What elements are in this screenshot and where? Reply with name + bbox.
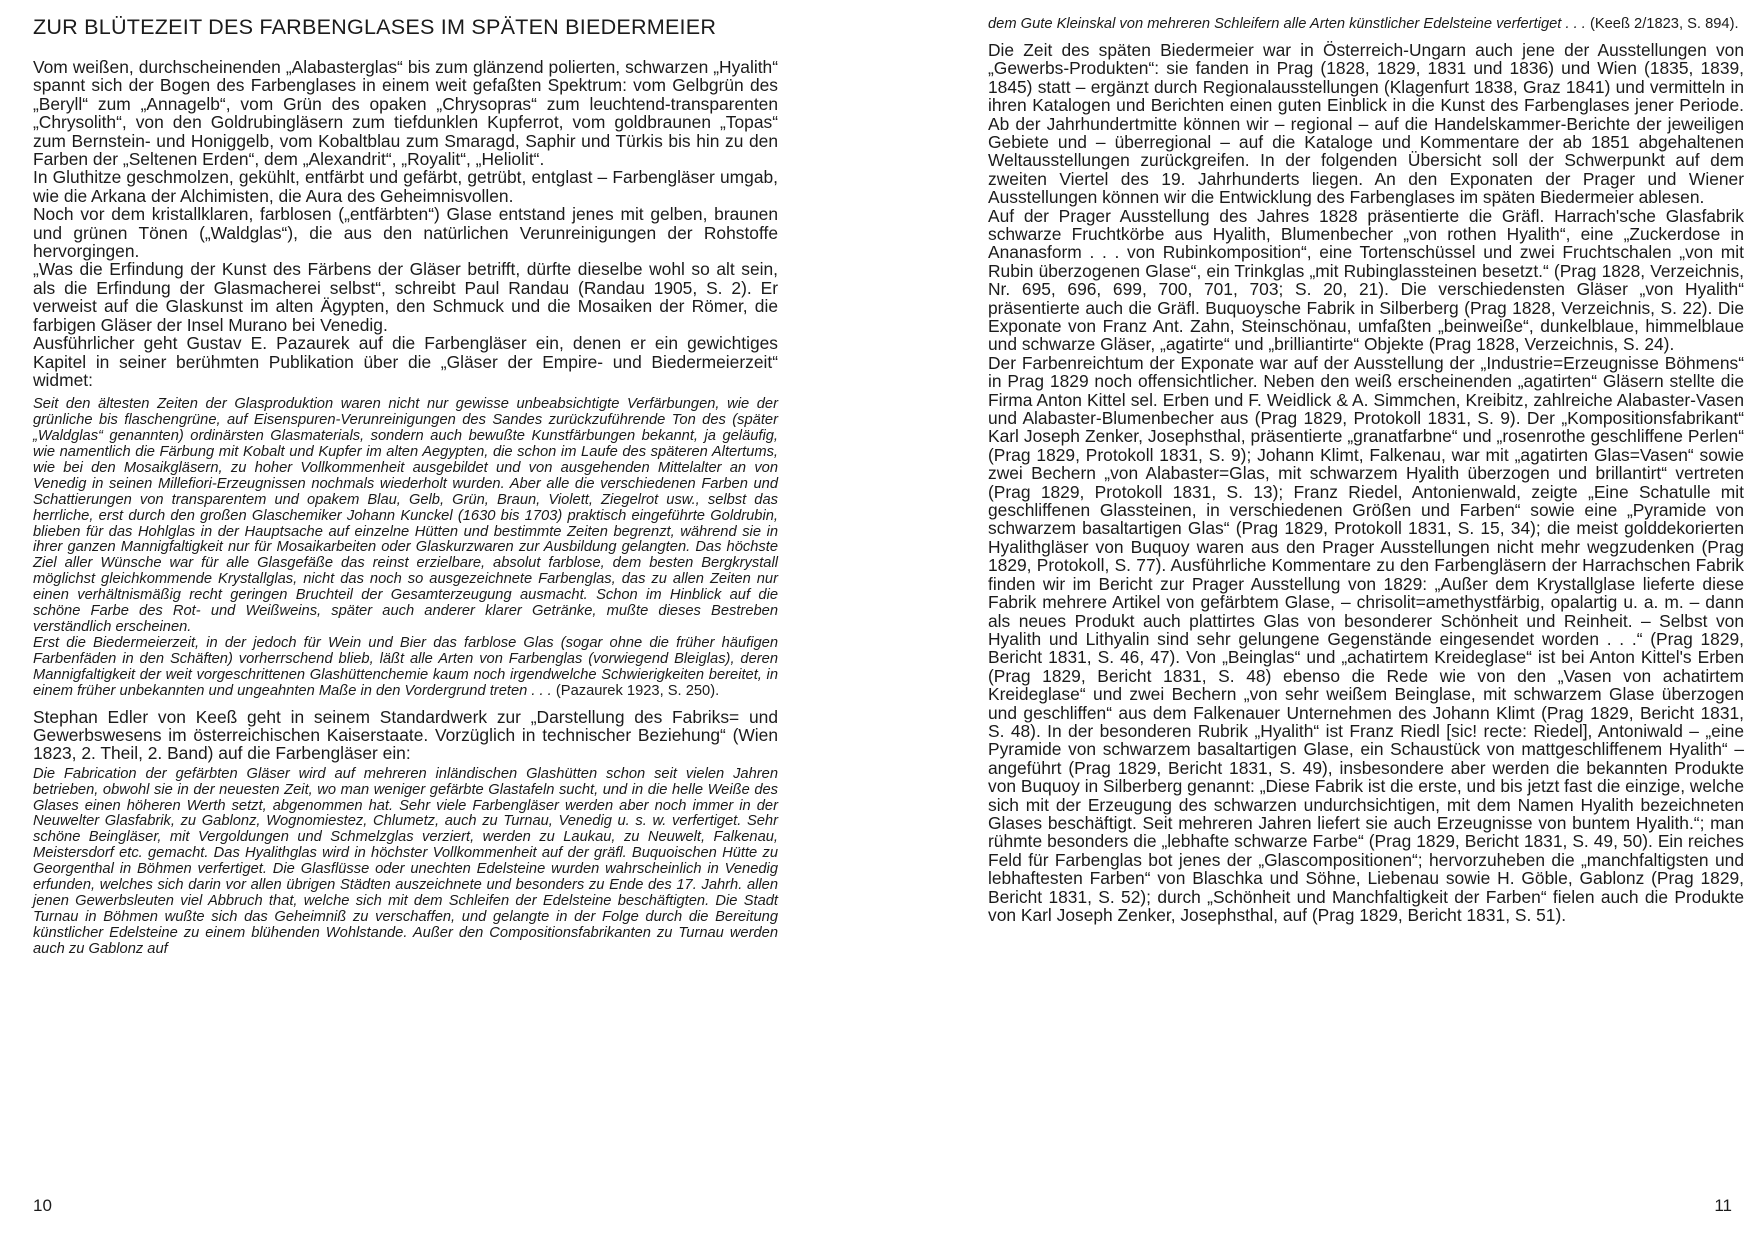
keess-quote-continuation xyxy=(988,17,1744,33)
citation: (Pazaurek 1923, S. 250). xyxy=(555,682,720,699)
page-heading: ZUR BLÜTEZEIT DES FARBENGLASES IM SPÄTEN BIEDERMEIER xyxy=(33,14,717,39)
paragraph: Vom weißen, durchscheinenden „Alabasterglas“ bis zum glänzend polierten, schwarzen „Hyalith“ spannt sich der Bogen des Farbenglases in einem weit gefaßten Spektrum: vom Gelbgrün des „Beryll“ zum „Annagelb“, vom Grün des opaken „Chrysopras“ zum leuchtend-transparenten „Chrysolith“, von den Goldrubingläsern zum tiefdunklen Kupferrot, vom goldbraunen „Topas“ zum Bernstein- und Honiggelb, vom Kobaltblau zum Smaragd, Saphir und Türkis bis hin zu den Farben der „Seltenen Erden“, dem „Alexandrit“, „Royalit“, „Heliolit“. xyxy=(33,57,778,170)
paragraph: Die Zeit des späten Biedermeier war in Österreich-Ungarn auch jene der Ausstellungen von „Gewerbs-Produkten“: sie fanden in Prag (1828, 1829, 1831 und 1836) und Wien (1835, 1839, 1845) statt – ergänzt durch Regionalausstellungen (Klagenfurt 1838, Graz 1841) und vermitteln in ihren Katalogen und Berichten einen guten Einblick in die Kunst des Farbenglases jener Periode. Ab der Jahrhundertmitte können wir – regional – auf die Handelskammer-Berichte der jeweiligen Gebiete und – überregional – auf die Kataloge und Kommentare der ab 1851 abgehaltenen Weltausstellungen zurückgreifen. In der folgenden Übersicht soll der Schwerpunkt auf dem zweiten Viertel des 19. Jahrhunderts liegen. An den Exponaten der Prager und Wiener Ausstellungen können wir die Entwicklung des Farbenglases im späten Biedermeier ablesen. xyxy=(988,39,1744,208)
paragraph: „Was die Erfindung der Kunst des Färbens der Gläser betrifft, dürfte dieselbe wohl so alt sein, als die Erfindung der Glasmacherei selbst“, schreibt Paul Randau (Randau 1905, S. 2). Er verweist auf die Glaskunst im alten Ägypten, den Schmuck und die Mosaiken der Römer, die farbigen Gläser der Insel Murano bei Venedig. xyxy=(33,259,778,335)
page-number: 11 xyxy=(1714,1196,1732,1215)
right-text-column xyxy=(988,17,1744,924)
paragraph: In Gluthitze geschmolzen, gekühlt, entfärbt und gefärbt, getrübt, entglast – Farbengläser umgab, wie die Arkana der Alchimisten, die Aura des Geheimnisvollen. xyxy=(33,167,778,206)
quote-paragraph: Seit den ältesten Zeiten der Glasproduktion waren nicht nur gewisse unbeabsichtigte Verfärbungen, wie der grünliche bis flaschengrüne, auf Eisenspuren-Verunreinigungen des Sandes zurückzuführende Ton des (später „Waldglas“ genannten) ordinärsten Glasmaterials, sondern auch bewußte Kunstfärbungen bekannt, ja geläufig, wie namentlich die Färbung mit Kobalt und Kupfer im alten Aegypten, die schon im Laufe des späteren Altertums, wie bei den Mosaikgläsern, zu hoher Vollkommenheit ausgebildet und von ausgehenden Mittelalter an von Venedig in seinen Millefiori-Erzeugnissen nochmals wiederholt wurden. Aber alle die verschiedenen Farben und Schattierungen von transparentem und opakem Blau, Gelb, Grün, Braun, Violett, Ziegelrot usw., selbst das herrliche, erst durch den großen Glaschemiker Johann Kunckel (1630 bis 1703) praktisch eingeführte Goldrubin, blieben für das Hohlglas in der Hauptsache auf einzelne Hütten und bestimmte Zeiten begrenzt, während sie in ihrer ganzen Mannigfaltigkeit nur für Mosaikarbeiten oder Glaskurzwaren zur Ausbildung gelangten. Das höchste Ziel aller Wünsche war für alle Glasgefäße das reinst erzielbare, absolut farblose, dem besten Bergkrystall möglichst gleichkommende Krystallglas, nicht das noch so ausgezeichnete Farbenglas, das zu allen Zeiten nur einen verhältnismäßig recht geringen Bruchteil der Gesamterzeugung ausmacht. Schon im Hinblick auf die schöne Farbe des Rot- und Weißweins, später auch anderer klarer Getränke, mußte dieses Bestreben verständlich erscheinen. xyxy=(33,396,778,635)
page-number: 10 xyxy=(33,1196,52,1215)
paragraph: Ausführlicher geht Gustav E. Pazaurek auf die Farbengläser ein, denen er ein gewichtiges Kapitel in seiner berühmten Publikation über die „Gläser der Empire- und Biedermeierzeit“ widmet: xyxy=(33,333,778,390)
paragraph: Der Farbenreichtum der Exponate war auf der Ausstellung der „Industrie=Erzeugnisse Böhmens“ in Prag 1829 noch offensichtlicher. Neben den weiß erscheinenden „agatirten“ Gläsern stellte die Firma Anton Kittel sel. Erben und F. Weidlick & A. Simmchen, Kreibitz, zahlreiche Alabaster-Vasen und Alabaster-Blumenbecher aus (Prag 1829, Protokoll 1831, S. 9). Der „Kompositionsfabrikant“ Karl Joseph Zenker, Josephsthal, präsentierte „granatfarbne“ und „rosenrothe geschliffene Perlen“ (Prag 1829, Protokoll 1831, S. 9); Johann Klimt, Falkenau, war mit „agatirten Glas=Vasen“ sowie zwei Bechern „von Alabaster=Glas, mit schwarzem Hyalith überzogen und brillantirt“ vertreten (Prag 1829, Protokoll 1831, S. 13); Franz Riedel, Antonienwald, zeigte „Eine Schatulle mit geschliffenen Glassteinen, in verschiedenen Größen und Farben“ sowie eine „Pyramide von schwarzem basaltartigen Glas“ (Prag 1829, Protokoll 1831, S. 15, 34); die meist golddekorierten Hyalithgläser von Buquoy waren aus den Prager Ausstellungen nicht mehr wegzudenken (Prag 1829, Protokoll, S. 77). Ausführliche Kommentare zu den Farbengläsern der Harrachschen Fabrik finden wir im Bericht zur Prager Ausstellung von 1829: „Außer dem Krystallglase lieferte diese Fabrik mehrere Artikel von gefärbtem Glase, – chrisolit=amethystfärbig, opalartig u. a. m. – dann als neues Produkt auch plattirtes Glas von besonderer Schönheit und Reinheit. – Selbst von Hyalith und Lithyalin sind sehr gelungene Gegenstände eingesendet worden . . .“ (Prag 1829, Bericht 1831, S. 46, 47). Von „Beinglas“ und „achatirtem Kreideglase“ ist bei Anton Kittel's Erben (Prag 1829, Bericht 1831, S. 48) ebenso die Rede wie von den „Vasen von achatirtem Kreideglase“ und zwei Bechern „von sehr weißem Beinglase, mit schwarzem Glase überzogen und geschliffen“ aus dem Falkenauer Unternehmen des Johann Klimt (Prag 1829, Bericht 1831, S. 48). In der besonderen Rubrik „Hyalith“ ist Franz Riedl [sic! recte: Riedel], Antoniwald – „eine Pyramide von schwarzem basaltartigen Glase, ein Schaustück von mattgeschliffenem Hyalith“ – angeführt (Prag 1829, Bericht 1831, S. 49), insbesondere aber werden die bekannten Produkte von Buquoy in Silberberg genannt: „Diese Fabrik ist die erste, und bis jetzt fast die einzige, welche sich mit der Erzeugung des schwarzen undurchsichtigen, mit dem Namen Hyalith bezeichneten Glases beschäftigt. Seit mehreren Jahren liefert sie auch Erzeugnisse von buntem Hyalith.“; man rühmte besonders die „lebhafte schwarze Farbe“ (Prag 1829, Bericht 1831, S. 49, 50). Ein reiches Feld für Farbenglas bot jenes der „Glascompositionen“; hervorzuheben die „manchfaltigsten und lebhaftesten Farben“ von Blaschka und Söhne, Liebenau sowie H. Göble, Gablonz (Prag 1829, Bericht 1831, S. 52); durch „Schönheit und Manchfaltigkeit der Farben“ fielen auch die Produkte von Karl Joseph Zenker, Josephsthal, auf (Prag 1829, Bericht 1831, S. 51). xyxy=(988,352,1744,925)
paragraph: Auf der Prager Ausstellung des Jahres 1828 präsentierte die Gräfl. Harrach'sche Glasfabrik schwarze Fruchtkörbe aus Hyalith, Blumenbecher „von rothen Hyalith“, eine „Zuckerdose in Ananasform . . . von Rubinkomposition“, eine Tortenschüssel und zwei Fruchtschalen „von mit Rubin überzogenen Glase“, ein Trinkglas „mit Rubinglassteinen besetzt.“ (Prag 1828, Verzeichnis, Nr. 695, 696, 699, 700, 701, 703; S. 20, 21). Die verschiedensten Gläser „von Hyalith“ präsentierte auch die Gräfl. Buquoysche Fabrik in Silberberg (Prag 1828, Verzeichnis, S. 22). Die Exponate von Franz Ant. Zahn, Steinschönau, umfaßten „beinweiße“, dunkelblaue, himmelblaue und schwarze Gläser, „agatirte“ und „brilliantirte“ Objekte (Prag 1828, Verzeichnis, S. 24). xyxy=(988,205,1744,355)
quote-paragraph: dem Gute Kleinskal von mehreren Schleifern alle Arten künstlicher Edelsteine verfertiget . . . (Keeß 2/1823, S. 894). xyxy=(988,16,1739,32)
quote-paragraph: Die Fabrication der gefärbten Gläser wird auf mehreren inländischen Glashütten schon seit vielen Jahren betrieben, obwohl sie in der neuesten Zeit, wo man weniger gefärbte Glastafeln sucht, und in die helle Weiße des Glases einen höheren Werth setzt, abgenommen hat. Sehr viele Farbengläser werden aber noch immer in der Neuwelter Glasfabrik, zu Gablonz, Wognomiestez, Chlumetz, auch zu Turnau, Venedig u. s. w. verfertiget. Sehr schöne Beingläser, mit Vergoldungen und Schmelzglas verziert, werden zu Laukau, zu Neuwelt, Falkenau, Meistersdorf etc. gemacht. Das Hyalithglas wird in höchster Vollkommenheit auf der gräfl. Buquoischen Hütte zu Georgenthal in Böhmen verfertiget. Die Glasflüsse oder unechten Edelsteine wurden wahrscheinlich in Venedig erfunden, welches sich darin vor allen übrigen Städten auszeichnete und besonders zu Ende des 17. Jahrh. allen jenen Gewerbsleuten viel Abbruch that, welche sich mit dem Schleifen der Edelsteine beschäftigten. Die Stadt Turnau in Böhmen wußte sich das Geheimniß zu verschaffen, und gelangte in der Folge durch die Bereitung künstlicher Edelsteine zu einem blühenden Wohlstande. Außer den Compositionsfabrikanten zu Turnau werden auch zu Gablonz auf xyxy=(33,765,778,957)
citation: (Keeß 2/1823, S. 894). xyxy=(1589,16,1739,32)
paragraph: Stephan Edler von Keeß geht in seinem Standardwerk zur „Darstellung des Fabriks= und Gewerbswesens im österreichischen Kaiserstaate. Vorzüglich in technischer Beziehung“ (Wien 1823, 2. Theil, 2. Band) auf die Farbengläser ein: xyxy=(33,706,778,764)
left-text-column xyxy=(33,58,778,958)
paragraph: Noch vor dem kristallklaren, farblosen („entfärbten“) Glase entstand jenes mit gelben, braunen und grünen Tönen („Waldglas“), die aus den natürlichen Verunreinigungen der Rohstoffe hervorgingen. xyxy=(33,204,778,262)
right-page xyxy=(988,0,1744,1233)
left-page xyxy=(33,0,778,1233)
quote-paragraph: Erst die Biedermeierzeit, in der jedoch für Wein und Bier das farblose Glas (sogar ohne die früher häufigen Farbenfäden in den Schäften) vorherrschend blieb, läßt alle Arten von Farbenglas (vorwiegend Bleiglas), deren Mannigfaltigkeit der weit vorgeschrittenen Glashüttenchemie kaum noch irgendwelche Schwierigkeiten bereitet, in einem früher unbekannten und ungeahnten Maße in den Vordergrund treten . . . (Pazaurek 1923, S. 250). xyxy=(33,634,778,699)
pazaurek-quote xyxy=(33,397,778,699)
keess-quote xyxy=(33,767,778,958)
